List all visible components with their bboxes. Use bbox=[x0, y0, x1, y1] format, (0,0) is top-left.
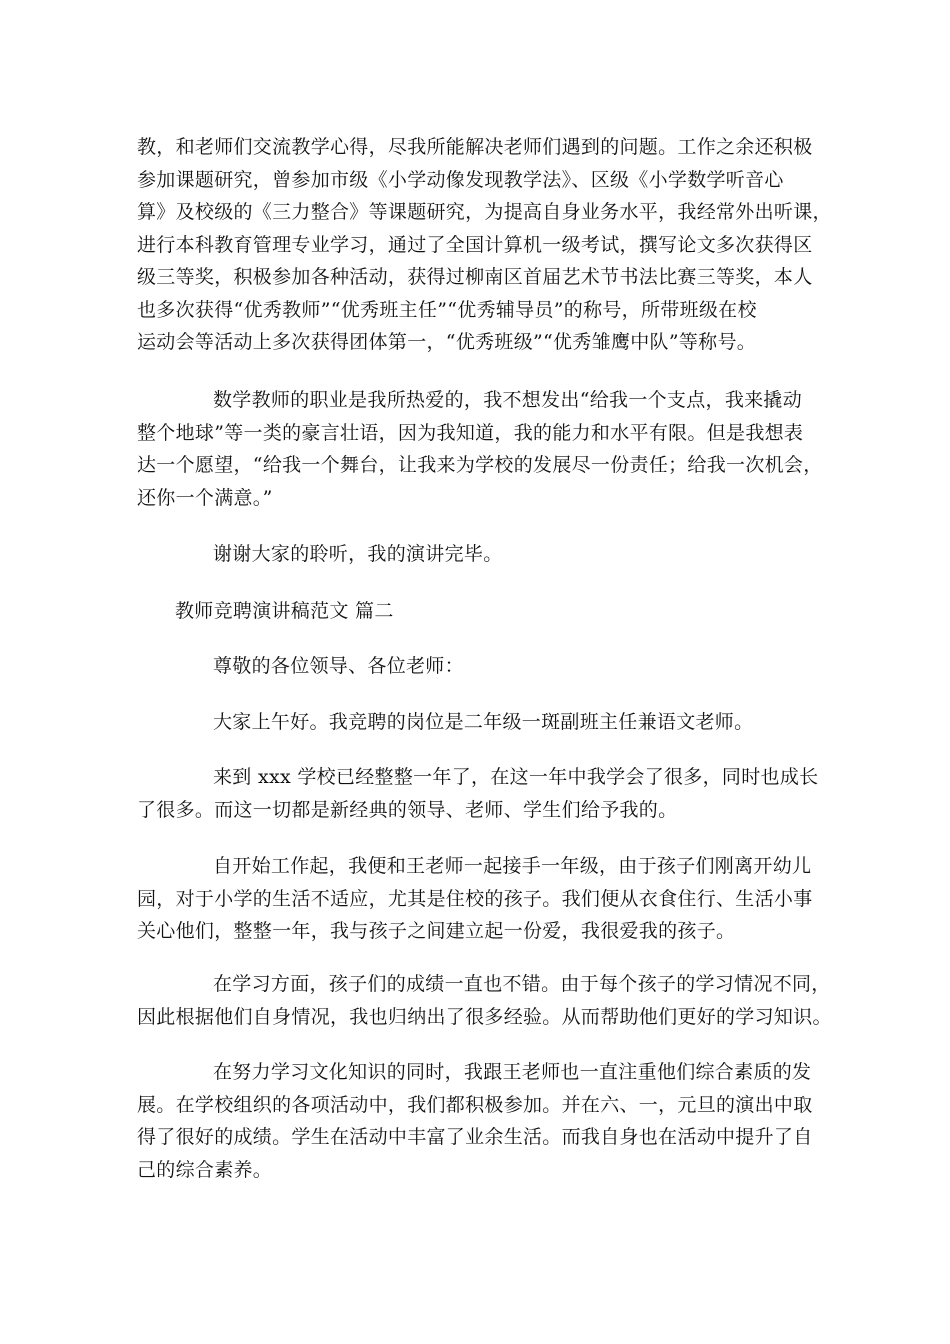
text-line: 展。在学校组织的各项活动中，我们都积极参加。并在六、一，元旦的演出中取 bbox=[137, 1093, 813, 1116]
text-line: 也多次获得“优秀教师”“优秀班主任”“优秀辅导员”的称号，所带班级在校 bbox=[137, 298, 757, 321]
text-line: 运动会等活动上多次获得团体第一，“优秀班级”“优秀雏鹰中队”等称号。 bbox=[137, 331, 757, 353]
text-line: 在努力学习文化知识的同时，我跟王老师也一直注重他们综合素质的发 bbox=[213, 1061, 812, 1083]
text-line: 参加课题研究，曾参加市级《小学动像发现教学法》、区级《小学数学听音心 bbox=[137, 168, 784, 191]
text-line: 还你一个满意。” bbox=[137, 486, 273, 509]
text-line: 关心他们，整整一年，我与孩子之间建立起一份爱，我很爱我的孩子。 bbox=[137, 920, 736, 942]
text-line: 教，和老师们交流教学心得，尽我所能解决老师们遇到的问题。工作之余还积极 bbox=[137, 136, 813, 158]
text-line: 大家上午好。我竞聘的岗位是二年级一斑副班主任兼语文老师。 bbox=[213, 711, 754, 733]
paragraph-continuation bbox=[137, 131, 832, 359]
text-line: 得了很好的成绩。学生在活动中丰富了业余生活。而我自身也在活动中提升了自 bbox=[137, 1126, 813, 1148]
text-line: 了很多。而这一切都是新经典的领导、老师、学生们给予我的。 bbox=[137, 798, 678, 821]
paragraph-thanks bbox=[137, 538, 823, 571]
text-line: 尊敬的各位领导、各位老师： bbox=[213, 655, 464, 677]
text-line: 己的综合素养。 bbox=[137, 1158, 273, 1181]
text-line: 因此根据他们自身情况，我也归纳出了很多经验。从而帮助他们更好的学习知识。 bbox=[137, 1005, 832, 1028]
text-line: 来到 xxx 学校已经整整一年了，在这一年中我学会了很多，同时也成长 bbox=[213, 766, 819, 788]
text-line: 整个地球”等一类的豪言壮语，因为我知道，我的能力和水平有限。但是我想表 bbox=[137, 421, 804, 444]
text-line: 谢谢大家的聆听，我的演讲完毕。 bbox=[213, 543, 503, 565]
text-line: 达一个愿望，“给我一个舞台，让我来为学校的发展尽一份责任；给我一次机会， bbox=[137, 454, 823, 476]
paragraph-math-teacher bbox=[137, 384, 823, 514]
paragraph-salutation bbox=[137, 650, 823, 683]
text-line: 园，对于小学的生活不适应，尤其是住校的孩子。我们便从衣食住行、生活小事 bbox=[137, 887, 813, 910]
text-line: 进行本科教育管理专业学习，通过了全国计算机一级考试，撰写论文多次获得区 bbox=[137, 233, 813, 256]
text-line: 级三等奖，积极参加各种活动，获得过柳南区首届艺术节书法比赛三等奖，本人 bbox=[137, 266, 813, 288]
paragraph-quality bbox=[137, 1056, 823, 1186]
section-heading bbox=[137, 595, 823, 628]
text-line: 自开始工作起，我便和王老师一起接手一年级，由于孩子们刚离开幼儿 bbox=[213, 855, 812, 877]
heading-text: 教师竞聘演讲稿范文 篇二 bbox=[175, 600, 394, 622]
paragraph-study bbox=[137, 968, 832, 1033]
paragraph-greeting bbox=[137, 706, 823, 739]
text-line: 算》及校级的《三力整合》等课题研究，为提高自身业务水平，我经常外出听课， bbox=[137, 201, 832, 223]
text-line: 数学教师的职业是我所热爱的，我不想发出“给我一个支点，我来撬动 bbox=[213, 389, 803, 411]
paragraph-one-year bbox=[137, 761, 823, 826]
paragraph-first-grade bbox=[137, 850, 823, 948]
text-line: 在学习方面，孩子们的成绩一直也不错。由于每个孩子的学习情况不同， bbox=[213, 973, 831, 995]
